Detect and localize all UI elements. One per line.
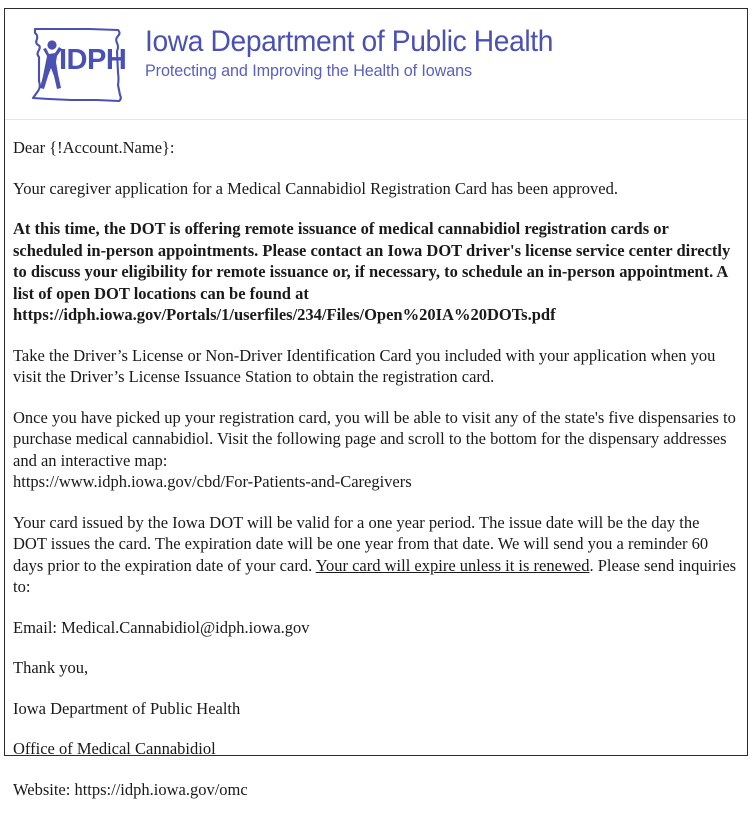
closing: Thank you, xyxy=(13,658,89,677)
validity-text-part2: . Please send inquiries to: xyxy=(13,555,737,596)
signature-office: Office of Medical Cannabidiol xyxy=(13,739,216,758)
expiration-warning: Your card will expire unless it is renewed xyxy=(315,555,590,575)
approval-paragraph: Your caregiver application for a Medical Cannabidiol Registration Card has been approved. xyxy=(13,178,618,198)
signature-org: Iowa Department of Public Health xyxy=(13,698,241,718)
take-license-paragraph: Take the Driver’s License or Non-Driver Identification Card you included with your application when you visit the Driver’s License Issuance Station to obtain the registration card. xyxy=(13,345,716,386)
signature-block xyxy=(13,698,737,801)
svg-text:IDPH: IDPH xyxy=(59,44,127,76)
organization-name: Iowa Department of Public Health xyxy=(145,25,554,58)
dispensaries-paragraph xyxy=(13,407,737,493)
organization-tagline: Protecting and Improving the Health of Iowans xyxy=(145,61,472,80)
email-line[interactable]: Email: Medical.Cannabidiol@idph.iowa.gov xyxy=(13,617,310,637)
salutation: Dear {!Account.Name}: xyxy=(13,138,175,157)
validity-text-part1: Your card issued by the Iowa DOT will be valid for a one year period. The issue date will be the day the DOT issues the card. The expiration date will be one year from that date. We will send you a reminder 60 days prior to the expiration date of your card. xyxy=(13,512,709,575)
letter-page xyxy=(4,8,748,799)
dot-notice-paragraph xyxy=(13,218,737,326)
letterhead xyxy=(5,9,747,117)
header-divider xyxy=(5,119,747,120)
dot-notice-text: At this time, the DOT is offering remote issuance of medical cannabidiol registration cards or scheduled in-person appointments. Please contact an Iowa DOT driver's license service center directly to discuss your eligibility for remote issuance or, if necessary, to schedule an in-person appointment. A list of open DOT locations can be found at xyxy=(13,219,731,303)
letter-body xyxy=(13,137,737,819)
idph-logo-icon xyxy=(19,21,137,109)
dispensary-url[interactable]: https://www.idph.iowa.gov/cbd/For-Patients-and-Caregivers xyxy=(13,472,412,491)
dispensaries-text: Once you have picked up your registration card, you will be able to visit any of the state's five dispensaries to purchase medical cannabidiol. Visit the following page and scroll to the bottom for the dispensary addresses and an interactive map: xyxy=(13,407,736,470)
dot-locations-url[interactable]: https://idph.iowa.gov/Portals/1/userfiles/234/Files/Open%20IA%20DOTs.pdf xyxy=(13,305,556,324)
brand-block xyxy=(145,25,579,81)
validity-paragraph xyxy=(13,512,737,598)
signature-website[interactable]: Website: https://idph.iowa.gov/omc xyxy=(13,779,248,799)
